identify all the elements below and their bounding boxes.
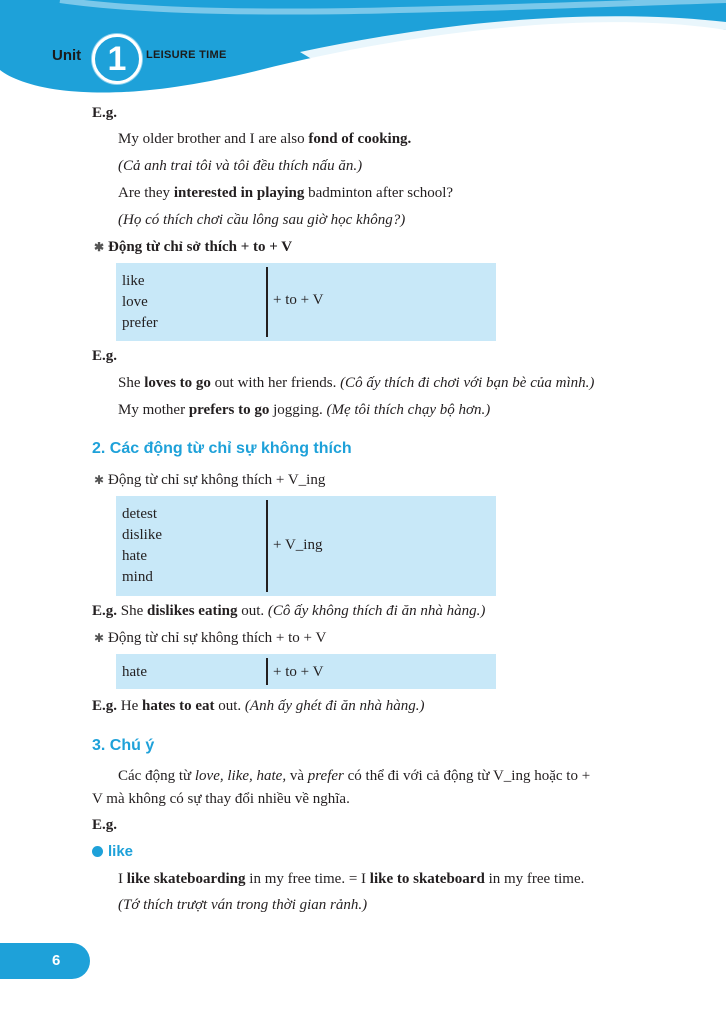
example-sentence — [118, 184, 453, 202]
verb-list — [122, 271, 158, 334]
verb: hate — [122, 664, 147, 680]
example-sentence — [118, 401, 490, 419]
page-number-tab — [0, 943, 90, 979]
divider — [266, 267, 268, 337]
text: badminton after school? — [304, 185, 454, 201]
verb-box — [116, 263, 496, 341]
rule-text: Động từ chỉ sự không thích + V_ing — [108, 472, 326, 488]
unit-label: Unit — [52, 47, 82, 64]
divider — [266, 658, 268, 685]
text: out. — [237, 603, 268, 619]
text: Các động từ — [118, 768, 195, 784]
translation: (Mẹ tôi thích chạy bộ hơn.) — [326, 402, 491, 418]
pattern: + to + V — [273, 664, 324, 680]
star-bullet-icon: ✱ — [94, 473, 105, 487]
star-bullet-icon: ✱ — [94, 240, 105, 254]
verb: prefer — [122, 315, 158, 331]
verb-list — [122, 662, 147, 683]
highlight: loves to go — [144, 375, 211, 391]
rule-line — [94, 471, 325, 489]
eg-label: E.g. — [92, 817, 118, 833]
divider — [266, 500, 268, 592]
bullet-label: like — [108, 843, 134, 860]
unit-title: LEISURE TIME — [146, 49, 227, 61]
section-heading: 3. Chú ý — [92, 737, 155, 754]
translation: (Anh ấy ghét đi ăn nhà hàng.) — [244, 698, 425, 714]
highlight: dislikes eating — [147, 603, 238, 619]
pattern: + V_ing — [273, 537, 323, 553]
text: in my free time. = I — [245, 871, 370, 887]
page-number: 6 — [52, 952, 61, 969]
text: và — [286, 768, 308, 784]
text: in my free time. — [484, 871, 585, 887]
star-bullet-icon: ✱ — [94, 631, 105, 645]
rule-text: Động từ chỉ sở thích + to + V — [108, 239, 293, 255]
text: I — [118, 871, 127, 887]
translation: (Tớ thích trượt ván trong thời gian rảnh.) — [118, 897, 368, 913]
highlight: prefers to go — [188, 402, 270, 418]
bullet-item — [92, 843, 133, 861]
example-sentence — [92, 697, 424, 715]
example-sentence — [118, 374, 594, 392]
text: She — [118, 375, 145, 391]
translation: (Cô ấy không thích đi ăn nhà hàng.) — [267, 603, 486, 619]
note-line: V mà không có sự thay đổi nhiều về nghĩa. — [92, 791, 350, 807]
text: She — [117, 603, 148, 619]
unit-number-badge: 1 — [92, 34, 142, 84]
text: He — [117, 698, 143, 714]
translation: (Họ có thích chơi cầu lông sau giờ học không?) — [118, 212, 406, 228]
highlight: like to skateboard — [369, 871, 485, 887]
bullet-dot-icon — [92, 846, 103, 857]
section-heading: 2. Các động từ chỉ sự không thích — [92, 440, 352, 457]
highlight: hates to eat — [142, 698, 215, 714]
verb: mind — [122, 569, 153, 585]
rule-line — [94, 629, 326, 647]
text: jogging. — [269, 402, 327, 418]
text: out. — [214, 698, 245, 714]
eg-label: E.g. — [92, 603, 118, 619]
example-sentence — [92, 602, 485, 620]
example-sentence — [118, 870, 584, 888]
rule-text: Động từ chỉ sự không thích + to + V — [108, 630, 327, 646]
text: out with her friends. — [210, 375, 341, 391]
translation: (Cô ấy thích đi chơi với bạn bè của mình.) — [340, 375, 595, 391]
verb: like — [122, 273, 145, 289]
eg-label: E.g. — [92, 105, 118, 121]
verb: hate — [122, 548, 147, 564]
verb: dislike — [122, 527, 162, 543]
note-line — [118, 767, 590, 785]
verb-box — [116, 654, 496, 689]
text: có thể đi với cả động từ V_ing hoặc to + — [343, 768, 591, 784]
verb-list — [122, 504, 162, 588]
highlight: fond of cooking. — [308, 131, 412, 147]
translation: (Cả anh trai tôi và tôi đều thích nấu ăn.) — [118, 158, 363, 174]
verb-box — [116, 496, 496, 596]
rule-line — [94, 238, 292, 256]
text: My mother — [118, 402, 189, 418]
verb: prefer — [307, 768, 344, 784]
highlight: interested in playing — [173, 185, 305, 201]
verb: detest — [122, 506, 157, 522]
text: My older brother and I are also — [118, 131, 309, 147]
eg-label: E.g. — [92, 698, 118, 714]
text: Are they — [118, 185, 174, 201]
eg-label: E.g. — [92, 348, 118, 364]
highlight: like skateboarding — [126, 871, 246, 887]
pattern: + to + V — [273, 292, 324, 308]
example-sentence — [118, 130, 411, 148]
verbs: love, like, hate, — [194, 768, 287, 784]
verb: love — [122, 294, 148, 310]
